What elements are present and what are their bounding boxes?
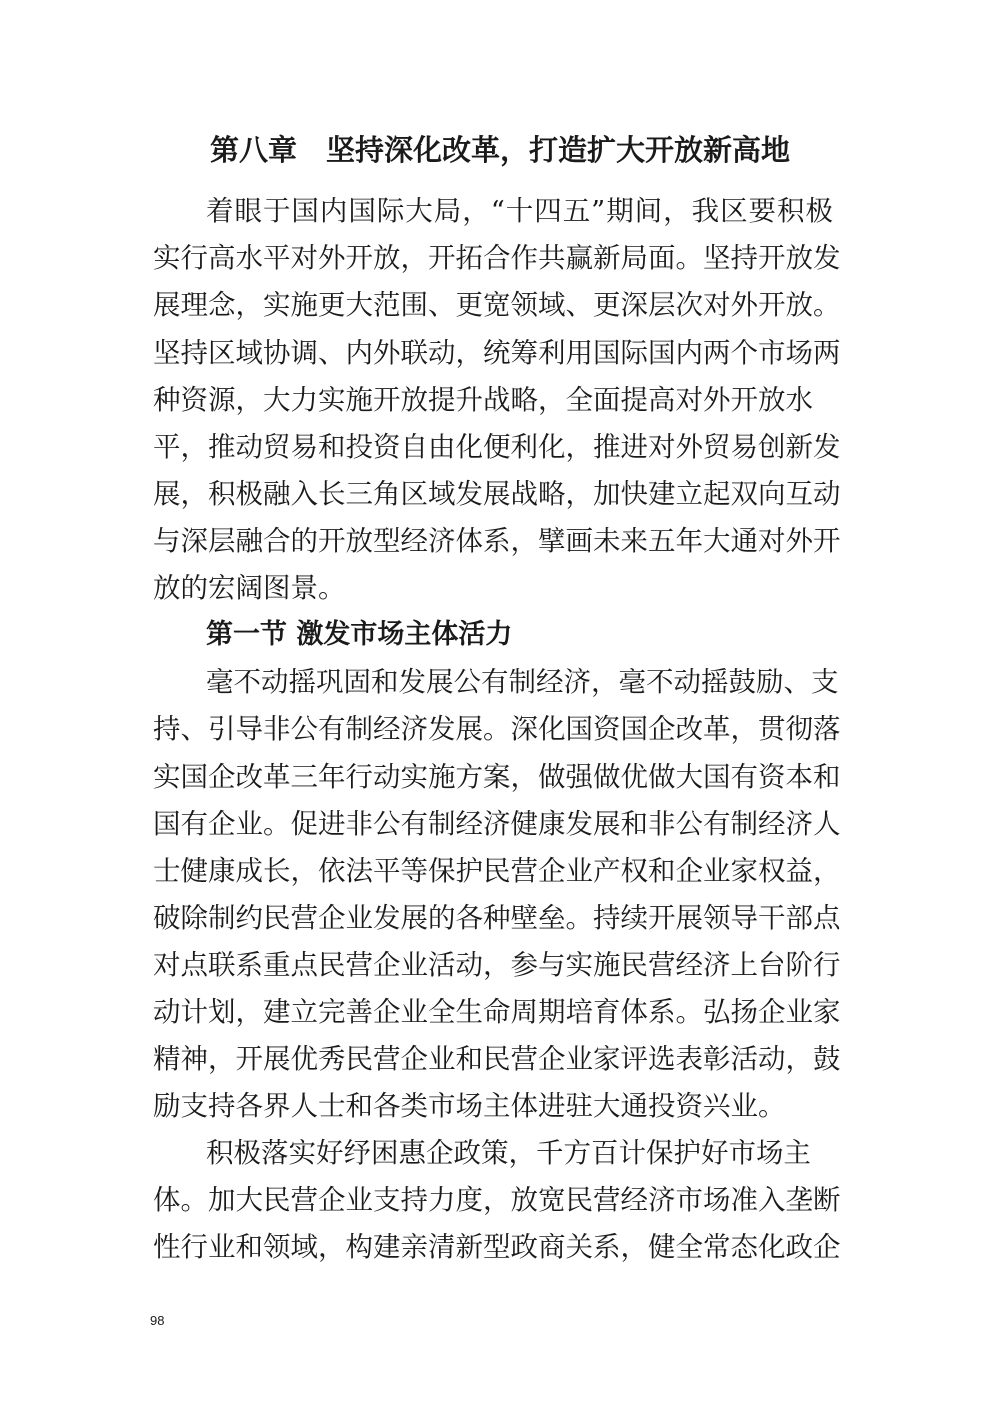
paragraph-1-line-2: 实行高水平对外开放，开拓合作共赢新局面。坚持开放发 xyxy=(153,242,841,274)
paragraph-3-line-1: 积极落实好纾困惠企政策，千方百计保护好市场主 xyxy=(206,1137,811,1169)
paragraph-1-line-3: 展理念，实施更大范围、更宽领域、更深层次对外开放。 xyxy=(153,289,841,321)
paragraph-1-line-1: 着眼于国内国际大局，“十四五”期间，我区要积极 xyxy=(206,195,833,227)
paragraph-2-line-5: 士健康成长，依法平等保护民营企业产权和企业家权益， xyxy=(153,855,841,887)
paragraph-1-line-9: 放的宏阔图景。 xyxy=(153,572,346,604)
chapter-title: 第八章 坚持深化改革，打造扩大开放新高地 xyxy=(209,133,790,167)
paragraph-2-line-2: 持、引导非公有制经济发展。深化国资国企改革，贯彻落 xyxy=(153,713,841,745)
paragraph-2-line-6: 破除制约民营企业发展的各种壁垒。持续开展领导干部点 xyxy=(153,902,841,934)
page-number: 98 xyxy=(150,1313,165,1328)
paragraph-1-line-5: 种资源，大力实施开放提升战略，全面提高对外开放水 xyxy=(153,384,813,416)
paragraph-2-line-10: 励支持各界人士和各类市场主体进驻大通投资兴业。 xyxy=(153,1090,786,1122)
paragraph-1-line-4: 坚持区域协调、内外联动，统筹利用国际国内两个市场两 xyxy=(153,337,841,369)
paragraph-1-line-6: 平，推动贸易和投资自由化便利化，推进对外贸易创新发 xyxy=(153,431,841,463)
paragraph-2-line-9: 精神，开展优秀民营企业和民营企业家评选表彰活动，鼓 xyxy=(153,1043,841,1075)
paragraph-1-line-7: 展，积极融入长三角区域发展战略，加快建立起双向互动 xyxy=(153,478,841,510)
paragraph-3-line-3: 性行业和领域，构建亲清新型政商关系，健全常态化政企 xyxy=(153,1231,841,1263)
section-title: 第一节 激发市场主体活力 xyxy=(206,619,513,650)
paragraph-2-line-1: 毫不动摇巩固和发展公有制经济，毫不动摇鼓励、支 xyxy=(206,666,839,698)
paragraph-2-line-3: 实国企改革三年行动实施方案，做强做优做大国有资本和 xyxy=(153,761,841,793)
paragraph-1-line-8: 与深层融合的开放型经济体系，擘画未来五年大通对外开 xyxy=(153,525,841,557)
paragraph-2-line-7: 对点联系重点民营企业活动，参与实施民营经济上台阶行 xyxy=(153,949,841,981)
paragraph-2-line-8: 动计划，建立完善企业全生命周期培育体系。弘扬企业家 xyxy=(153,996,841,1028)
paragraph-2-line-4: 国有企业。促进非公有制经济健康发展和非公有制经济人 xyxy=(153,808,841,840)
paragraph-3-line-2: 体。加大民营企业支持力度，放宽民营经济市场准入垄断 xyxy=(153,1184,841,1216)
